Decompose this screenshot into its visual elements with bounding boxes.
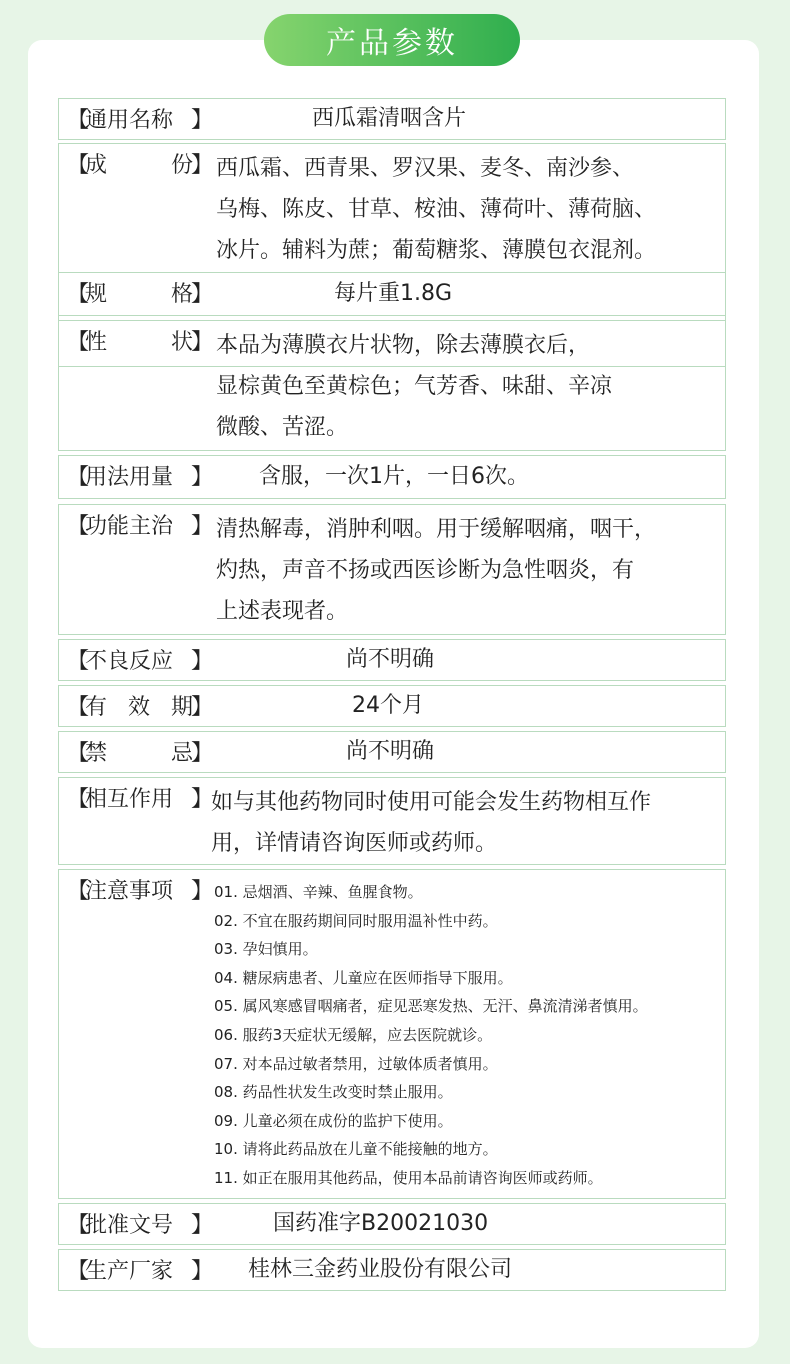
value-line: 本品为薄膜衣片状物，除去薄膜衣后， xyxy=(216,333,591,358)
table-row: 【 生产厂家 】 桂林三金药业股份有限公司 xyxy=(58,1249,726,1291)
label-char: 成 xyxy=(85,153,108,178)
row-value: 尚不明确 xyxy=(346,739,435,764)
table-row: 【 性 状 】 本品为薄膜衣片状物，除去薄膜衣后， 显棕黄色至黄棕色；气芳香、味甜、辛凉 微酸、苦涩。 xyxy=(58,320,726,451)
label-char: 规 xyxy=(85,282,108,307)
row-label-text xyxy=(85,150,193,182)
table-row: 【 批准文号 】 国药准字B20021030 xyxy=(58,1203,726,1245)
value-line: 西瓜霜、西青果、罗汉果、麦冬、南沙参、 xyxy=(216,156,635,181)
label-char: 期 xyxy=(170,695,193,720)
list-item: 06. 服药3天症状无缓解，应去医院就诊。 xyxy=(214,1025,493,1044)
row-label-text xyxy=(85,692,193,724)
label-char: 格 xyxy=(170,282,193,307)
notes-list xyxy=(214,878,648,1193)
table-row: 【 规 格 】 每片重1.8G xyxy=(58,272,726,316)
row-label-text: 不良反应 xyxy=(85,649,174,674)
row-label-text: 用法用量 xyxy=(85,465,174,490)
value-line: 微酸、苦涩。 xyxy=(216,415,349,440)
list-item: 04. 糖尿病患者、儿童应在医师指导下服用。 xyxy=(214,968,513,987)
row-label-text: 生产厂家 xyxy=(85,1259,174,1284)
row-value xyxy=(216,509,656,632)
row-label-text xyxy=(85,279,193,311)
row-label-text: 相互作用 xyxy=(85,787,174,812)
value-line: 用，详情请咨询医师或药师。 xyxy=(211,831,498,856)
label-char: 状 xyxy=(170,330,193,355)
row-label-text: 功能主治 xyxy=(85,514,174,539)
row-value: 西瓜霜清咽含片 xyxy=(312,106,467,131)
row-value xyxy=(211,782,651,864)
row-label-text: 注意事项 xyxy=(85,879,174,904)
label-char: 忌 xyxy=(170,741,193,766)
row-value: 桂林三金药业股份有限公司 xyxy=(248,1257,513,1282)
table-row: 【 功能主治 】 清热解毒，消肿利咽。用于缓解咽痛，咽干， 灼热，声音不扬或西医诊断为急性咽炎，有 上述表现者。 xyxy=(58,504,726,635)
list-item: 05. 属风寒感冒咽痛者，症见恶寒发热、无汗、鼻流清涕者慎用。 xyxy=(214,997,648,1016)
list-item: 09. 儿童必须在成份的监护下使用。 xyxy=(214,1111,453,1130)
row-value: 24个月 xyxy=(352,693,424,718)
value-line: 乌梅、陈皮、甘草、桉油、薄荷叶、薄荷脑、 xyxy=(216,197,657,222)
page-title: 产品参数 xyxy=(264,14,520,66)
list-item: 08. 药品性状发生改变时禁止服用。 xyxy=(214,1083,453,1102)
table-row: 【 相互作用 】 如与其他药物同时使用可能会发生药物相互作 用，详情请咨询医师或药师。 xyxy=(58,777,726,865)
table-row: 【 成 份 】 西瓜霜、西青果、罗汉果、麦冬、南沙参、 乌梅、陈皮、甘草、桉油、薄荷叶、薄荷脑、 冰片。辅料为蔗；葡萄糖浆、薄膜包衣混剂。 xyxy=(58,143,726,367)
list-item: 02. 不宜在服药期间同时服用温补性中药。 xyxy=(214,911,498,930)
value-line: 显棕黄色至黄棕色；气芳香、味甜、辛凉 xyxy=(216,374,613,399)
table-row: 【 用法用量 】 含服，一次1片，一日6次。 xyxy=(58,455,726,499)
list-item: 03. 孕妇慎用。 xyxy=(214,940,318,959)
row-value xyxy=(216,325,612,448)
value-line: 如与其他药物同时使用可能会发生药物相互作 xyxy=(211,790,652,815)
value-line: 冰片。辅料为蔗；葡萄糖浆、薄膜包衣混剂。 xyxy=(216,238,657,263)
label-char: 效 xyxy=(127,695,150,720)
table-row: 【 不良反应 】 尚不明确 xyxy=(58,639,726,681)
table-row: 【 通用名称 】 西瓜霜清咽含片 xyxy=(58,98,726,140)
table-row: 【 有 效 期 】 24个月 xyxy=(58,685,726,727)
value-line: 灼热，声音不扬或西医诊断为急性咽炎，有 xyxy=(216,558,635,583)
list-item: 01. 忌烟酒、辛辣、鱼腥食物。 xyxy=(214,883,423,901)
table-row: 【 禁 忌 】 尚不明确 xyxy=(58,731,726,773)
list-item: 10. 请将此药品放在儿童不能接触的地方。 xyxy=(214,1140,498,1159)
row-value: 尚不明确 xyxy=(346,647,435,672)
table-row: 【 注意事项 】 01. 忌烟酒、辛辣、鱼腥食物。 02. 不宜在服药期间同时服用温补性中药。 03. 孕妇慎用。 04. 糖尿病患者、儿童应在医师指导下服用。 05. 属风寒感冒咽痛者，症见恶寒发热、无汗、鼻流清涕者慎用。 06. 服药3天症状无缓解，应去医院就诊。 07. 对本品过敏者禁用，过敏体质者慎用。 08. 药品性状发生改变时禁止服用。 09. 儿童必须在成份的监护下使用。 10. 请将此药品放在儿童不能接触的地方。 11. 如正在服用其他药品，使用本品前请咨询医师或药师。 xyxy=(58,869,726,1199)
value-line: 上述表现者。 xyxy=(216,599,349,624)
value-line: 清热解毒，消肿利咽。用于缓解咽痛，咽干， xyxy=(216,517,657,542)
row-value xyxy=(216,148,656,271)
row-label-text: 批准文号 xyxy=(85,1213,174,1238)
row-label-text xyxy=(85,327,193,359)
row-value: 每片重1.8G xyxy=(334,281,453,306)
list-item: 07. 对本品过敏者禁用，过敏体质者慎用。 xyxy=(214,1054,498,1073)
list-item: 11. 如正在服用其他药品，使用本品前请咨询医师或药师。 xyxy=(214,1168,603,1187)
label-char: 禁 xyxy=(85,741,108,766)
row-value: 国药准字B20021030 xyxy=(273,1211,489,1236)
row-value: 含服，一次1片，一日6次。 xyxy=(259,464,529,489)
row-label-text xyxy=(85,738,193,770)
label-char: 性 xyxy=(85,330,108,355)
label-char: 有 xyxy=(85,695,108,720)
label-char: 份 xyxy=(170,153,193,178)
row-label-text: 通用名称 xyxy=(85,108,174,133)
